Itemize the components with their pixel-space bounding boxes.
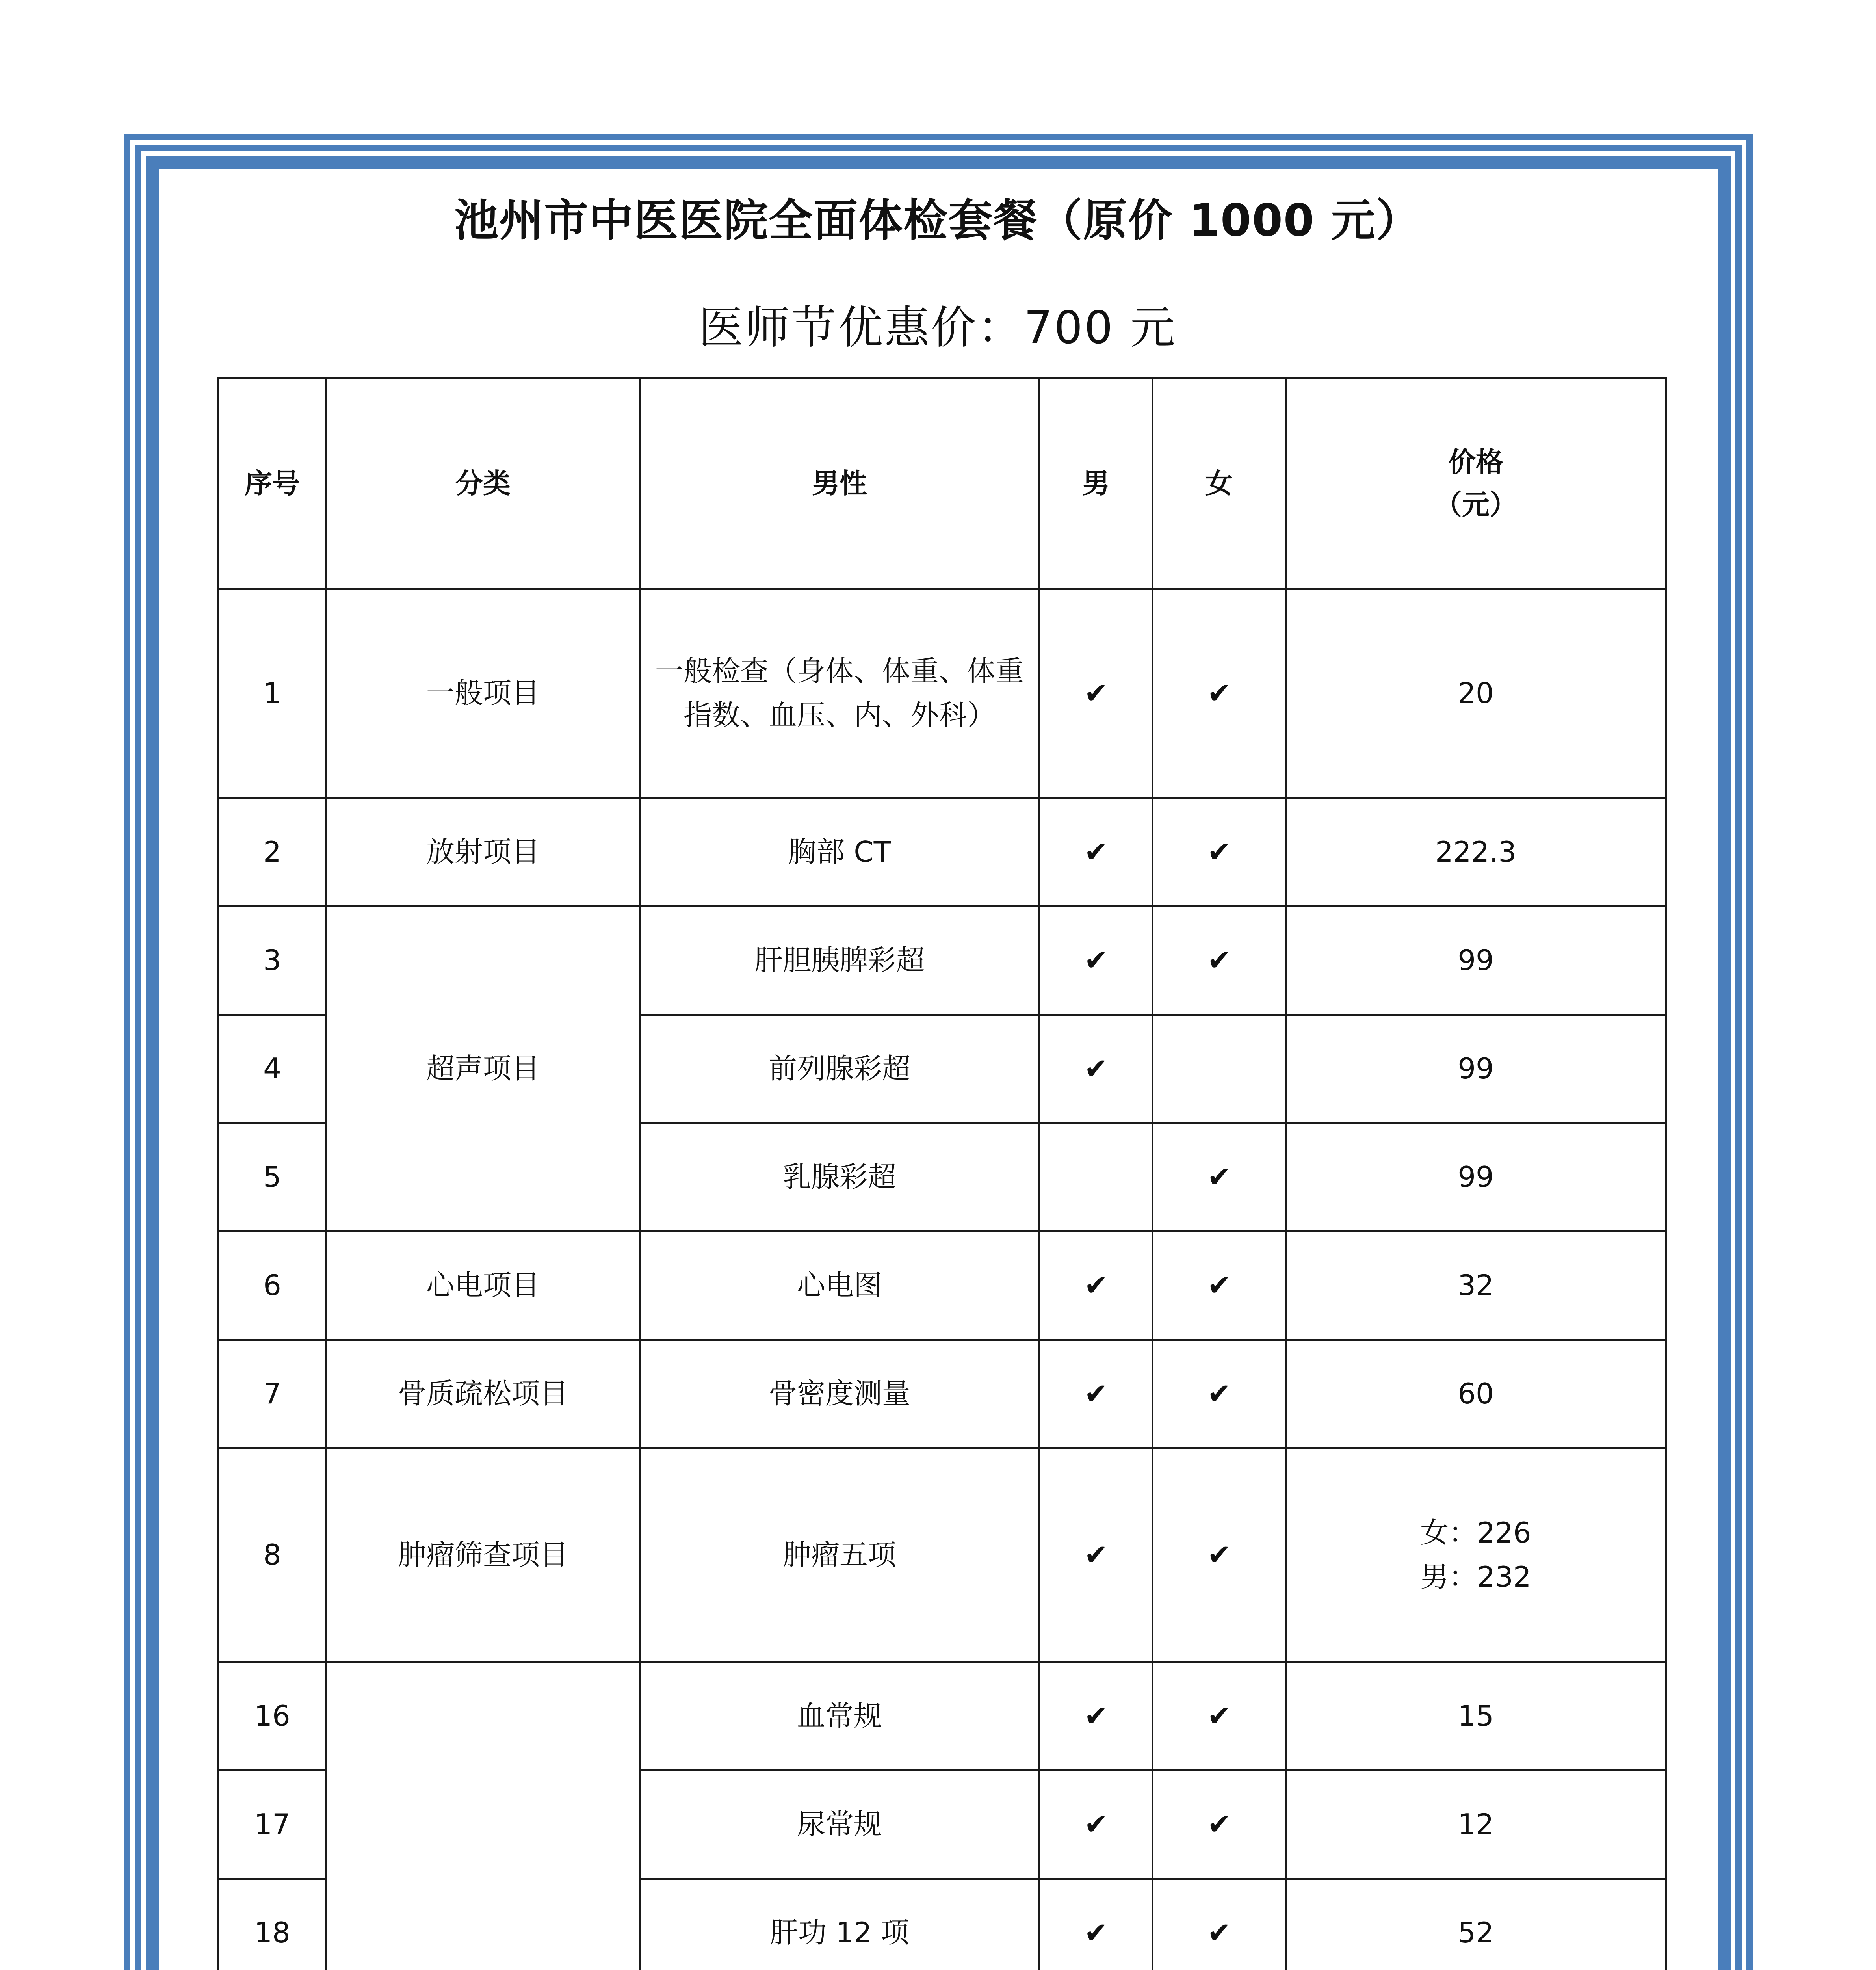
header-index: 序号	[218, 378, 327, 589]
table-row	[218, 1340, 1666, 1448]
discount-price-subtitle: 医师节优惠价：700 元	[698, 301, 1177, 354]
female-check-mark: ✔	[1153, 798, 1286, 907]
table-row	[218, 1448, 1666, 1662]
row-price: 52	[1286, 1879, 1666, 1970]
row-item: 尿常规	[640, 1771, 1040, 1879]
row-item-line1: 一般检查（身体、体重、体重	[655, 654, 1024, 688]
row-item: 胸部 CT	[640, 798, 1040, 907]
row-index: 17	[218, 1771, 327, 1879]
row-price: 99	[1286, 1015, 1666, 1123]
table-row	[218, 1662, 1666, 1771]
row-item	[640, 589, 1040, 798]
male-check-mark: ✔	[1040, 1879, 1153, 1970]
male-check-mark: ✔	[1040, 1662, 1153, 1771]
male-check-mark: ✔	[1040, 907, 1153, 1015]
table-row	[218, 907, 1666, 1015]
row-index: 6	[218, 1232, 327, 1340]
male-check-mark: ✔	[1040, 1232, 1153, 1340]
document-title: 池州市中医医院全面体检套餐（原价 1000 元）	[454, 195, 1421, 246]
header-female: 女	[1153, 378, 1286, 589]
row-price: 20	[1286, 589, 1666, 798]
male-check-mark	[1040, 1123, 1153, 1232]
header-category: 分类	[327, 378, 640, 589]
row-category: 超声项目	[327, 907, 640, 1232]
row-category: 心电项目	[327, 1232, 640, 1340]
row-item: 肝功 12 项	[640, 1879, 1040, 1970]
price-female: 女：226	[1420, 1516, 1531, 1550]
male-check-mark: ✔	[1040, 589, 1153, 798]
female-check-mark: ✔	[1153, 1123, 1286, 1232]
checkup-package-table	[217, 377, 1667, 1970]
female-check-mark: ✔	[1153, 1879, 1286, 1970]
row-price: 99	[1286, 907, 1666, 1015]
male-check-mark: ✔	[1040, 1771, 1153, 1879]
header-price-line1: 价格	[1448, 446, 1503, 478]
row-price	[1286, 1448, 1666, 1662]
row-price: 222.3	[1286, 798, 1666, 907]
row-index: 1	[218, 589, 327, 798]
row-price: 32	[1286, 1232, 1666, 1340]
row-price: 99	[1286, 1123, 1666, 1232]
row-index: 5	[218, 1123, 327, 1232]
row-index: 18	[218, 1879, 327, 1970]
row-item: 血常规	[640, 1662, 1040, 1771]
male-check-mark: ✔	[1040, 1340, 1153, 1448]
row-index: 4	[218, 1015, 327, 1123]
row-price: 12	[1286, 1771, 1666, 1879]
row-index: 3	[218, 907, 327, 1015]
female-check-mark: ✔	[1153, 1662, 1286, 1771]
row-category	[327, 1662, 640, 1970]
row-category: 骨质疏松项目	[327, 1340, 640, 1448]
price-male: 男：232	[1420, 1560, 1531, 1593]
row-item: 乳腺彩超	[640, 1123, 1040, 1232]
row-category: 一般项目	[327, 589, 640, 798]
row-index: 8	[218, 1448, 327, 1662]
male-check-mark: ✔	[1040, 798, 1153, 907]
row-category: 放射项目	[327, 798, 640, 907]
row-item: 前列腺彩超	[640, 1015, 1040, 1123]
table-row	[218, 798, 1666, 907]
row-index: 16	[218, 1662, 327, 1771]
row-item: 骨密度测量	[640, 1340, 1040, 1448]
row-category: 肿瘤筛查项目	[327, 1448, 640, 1662]
female-check-mark	[1153, 1015, 1286, 1123]
header-price	[1286, 378, 1666, 589]
table-header-row	[218, 378, 1666, 589]
row-index: 7	[218, 1340, 327, 1448]
female-check-mark: ✔	[1153, 1232, 1286, 1340]
header-male: 男	[1040, 378, 1153, 589]
male-check-mark: ✔	[1040, 1015, 1153, 1123]
row-price: 15	[1286, 1662, 1666, 1771]
table-row	[218, 589, 1666, 798]
header-item: 男性	[640, 378, 1040, 589]
row-item-line2: 指数、血压、内、外科）	[683, 699, 996, 732]
row-item: 心电图	[640, 1232, 1040, 1340]
female-check-mark: ✔	[1153, 1340, 1286, 1448]
table-row	[218, 1232, 1666, 1340]
female-check-mark: ✔	[1153, 589, 1286, 798]
row-price: 60	[1286, 1340, 1666, 1448]
male-check-mark: ✔	[1040, 1448, 1153, 1662]
female-check-mark: ✔	[1153, 1448, 1286, 1662]
female-check-mark: ✔	[1153, 907, 1286, 1015]
row-item: 肿瘤五项	[640, 1448, 1040, 1662]
row-index: 2	[218, 798, 327, 907]
row-item: 肝胆胰脾彩超	[640, 907, 1040, 1015]
female-check-mark: ✔	[1153, 1771, 1286, 1879]
header-price-line2: （元）	[1434, 489, 1517, 521]
